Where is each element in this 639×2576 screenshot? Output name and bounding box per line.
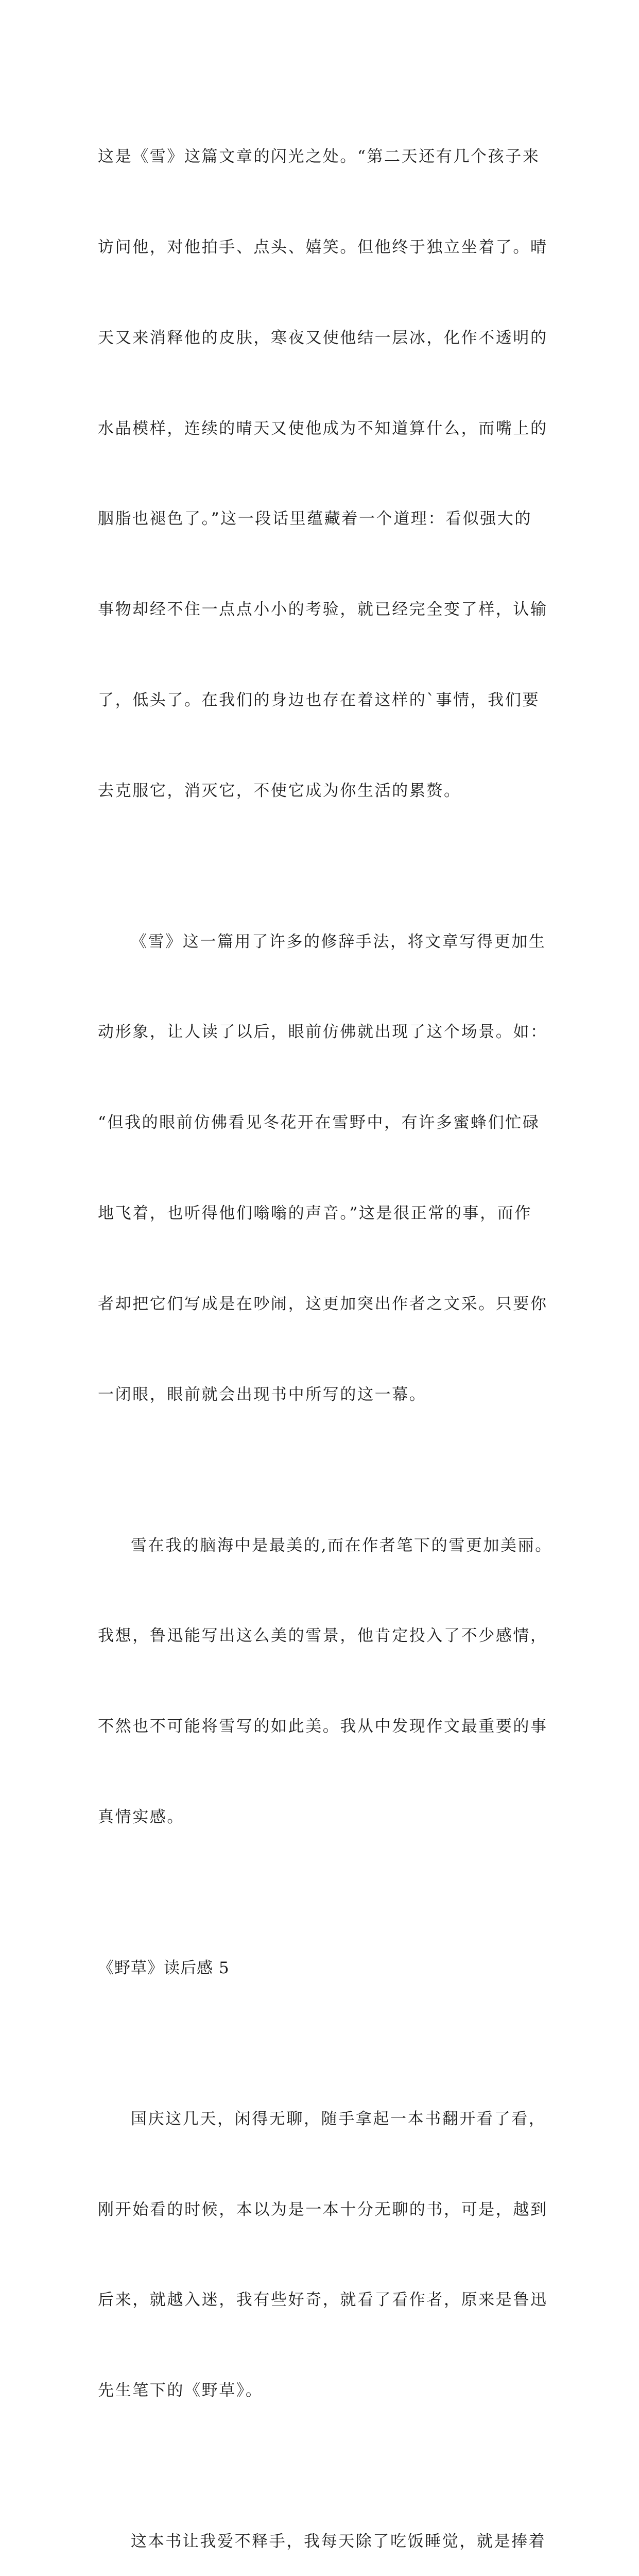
text-line: 这是《雪》这篇文章的闪光之处。“第二天还有几个孩子来 xyxy=(98,147,540,166)
text-line: 刚开始看的时候，本以为是一本十分无聊的书，可是，越到 xyxy=(98,2200,548,2219)
text-line: 天又来消释他的皮肤，寒夜又使他结一层冰，化作不透明的 xyxy=(98,328,548,347)
text-line: 真情实感。 xyxy=(98,1807,184,1826)
paragraph-3 xyxy=(98,1470,552,1892)
paragraph-2 xyxy=(98,866,548,1470)
heading-text: 《野草》读后感 5 xyxy=(98,1958,230,1977)
paragraph-4 xyxy=(98,2044,548,2466)
document-body xyxy=(98,81,552,2576)
text-line: 后来，就越入迷，我有些好奇，就看了看作者，原来是鲁迅 xyxy=(98,2291,548,2310)
text-line: 这本书让我爱不释手，我每天除了吃饭睡觉，就是捧着 xyxy=(131,2532,546,2551)
text-line: 水晶模样，连续的晴天又使他成为不知道算什么，而嘴上的 xyxy=(98,419,548,438)
paragraph-1 xyxy=(98,81,548,866)
text-line: 不然也不可能将雪写的如此美。我从中发现作文最重要的事 xyxy=(98,1717,548,1736)
text-line: 一闭眼，眼前就会出现书中所写的这一幕。 xyxy=(98,1385,427,1404)
paragraph-5 xyxy=(98,2466,546,2576)
text-line: 了，低头了。在我们的身边也存在着这样的`事情，我们要 xyxy=(98,690,540,709)
text-line: 雪在我的脑海中是最美的,而在作者笔下的雪更加美丽。 xyxy=(131,1536,552,1555)
text-line: 先生笔下的《野草》。 xyxy=(98,2381,263,2400)
text-line: 访问他，对他拍手、点头、嬉笑。但他终于独立坐着了。晴 xyxy=(98,238,548,257)
text-line: 地飞着，也听得他们嗡嗡的声音。”这是很正常的事，而作 xyxy=(98,1204,532,1223)
text-line: 胭脂也褪色了。”这一段话里蕴藏着一个道理：看似强大的 xyxy=(98,510,532,529)
text-line: 动形象，让人读了以后，眼前仿佛就出现了这个场景。如： xyxy=(98,1023,548,1042)
text-line: 者却把它们写成是在吵闹，这更加突出作者之文采。只要你 xyxy=(98,1294,548,1313)
text-line: “但我的眼前仿佛看见冬花开在雪野中，有许多蜜蜂们忙碌 xyxy=(98,1113,540,1132)
section-heading xyxy=(98,1893,541,2044)
text-line: 去克服它，消灭它，不使它成为你生活的累赘。 xyxy=(98,781,461,800)
text-line: 事物却经不住一点点小小的考验，就已经完全变了样，认输 xyxy=(98,600,548,619)
text-line: 我想，鲁迅能写出这么美的雪景，他肯定投入了不少感情， xyxy=(98,1626,548,1646)
text-line: 《雪》这一篇用了许多的修辞手法，将文章写得更加生 xyxy=(131,932,546,951)
text-line: 国庆这几天，闲得无聊，随手拿起一本书翻开看了看， xyxy=(131,2109,546,2128)
